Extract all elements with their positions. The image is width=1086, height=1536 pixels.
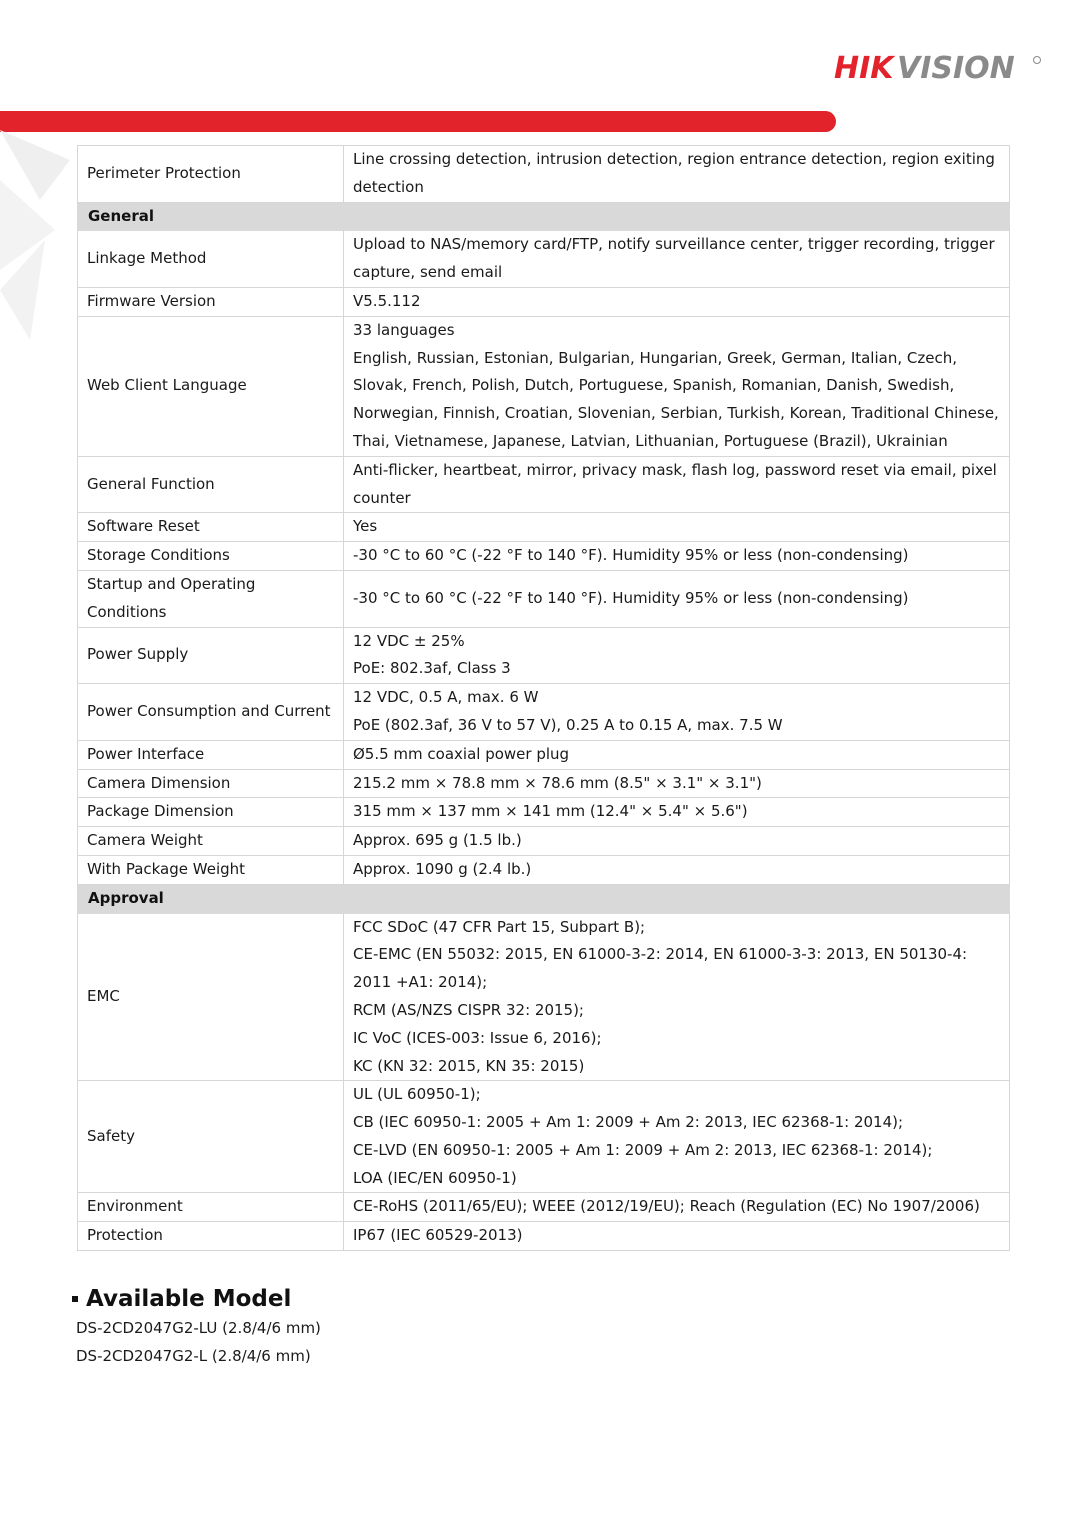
spec-value-line: CB (IEC 60950-1: 2005 + Am 1: 2009 + Am 2: 2013, IEC 62368-1: 2014); [353, 1113, 904, 1132]
spec-label: Startup and Operating Conditions [78, 570, 344, 627]
spec-label: Perimeter Protection [78, 146, 344, 203]
spec-label: Firmware Version [78, 287, 344, 316]
specification-table [77, 145, 1010, 1251]
spec-row [78, 740, 1010, 769]
spec-row [78, 513, 1010, 542]
spec-value-line: -30 °C to 60 °C (-22 °F to 140 °F). Humidity 95% or less (non-condensing) [353, 588, 909, 607]
spec-value [344, 740, 1010, 769]
spec-value-line: Approx. 1090 g (2.4 lb.) [353, 859, 532, 878]
spec-value-line: FCC SDoC (47 CFR Part 15, Subpart B); [353, 917, 646, 936]
spec-value [344, 570, 1010, 627]
section-header-row [78, 202, 1010, 231]
section-header: Approval [78, 884, 1010, 913]
spec-row [78, 627, 1010, 684]
spec-row [78, 769, 1010, 798]
svg-text:VISION: VISION [897, 51, 1015, 86]
spec-label: EMC [78, 913, 344, 1081]
spec-value-line: 12 VDC ± 25% [353, 631, 465, 650]
spec-value-line: Approx. 695 g (1.5 lb.) [353, 831, 522, 850]
spec-value-line: UL (UL 60950-1); [353, 1085, 481, 1104]
model-item: DS-2CD2047G2-L (2.8/4/6 mm) [76, 1347, 311, 1365]
spec-value-line: Ø5.5 mm coaxial power plug [353, 744, 570, 763]
spec-label: Environment [78, 1193, 344, 1222]
spec-label: Power Supply [78, 627, 344, 684]
spec-value-line: -30 °C to 60 °C (-22 °F to 140 °F). Humidity 95% or less (non-condensing) [353, 546, 909, 565]
spec-value [344, 287, 1010, 316]
header-red-band [0, 111, 836, 132]
spec-label: Camera Weight [78, 827, 344, 856]
spec-value [344, 542, 1010, 571]
spec-value-line: KC (KN 32: 2015, KN 35: 2015) [353, 1056, 585, 1075]
spec-label: Camera Dimension [78, 769, 344, 798]
spec-value-line: Line crossing detection, intrusion detection, region entrance detection, region exiting detection [353, 150, 995, 196]
spec-value [344, 855, 1010, 884]
spec-label: General Function [78, 456, 344, 513]
spec-value-line: 33 languages [353, 320, 455, 339]
spec-label: Linkage Method [78, 231, 344, 288]
spec-label: Protection [78, 1222, 344, 1251]
spec-value-line: IC VoC (ICES-003: Issue 6, 2016); [353, 1028, 602, 1047]
spec-value-line: Yes [353, 517, 378, 536]
spec-label: Power Interface [78, 740, 344, 769]
spec-value-line: 215.2 mm × 78.8 mm × 78.6 mm (8.5" × 3.1" × 3.1") [353, 773, 762, 792]
spec-value-line: 12 VDC, 0.5 A, max. 6 W [353, 688, 539, 707]
spec-value [344, 1193, 1010, 1222]
spec-row [78, 146, 1010, 203]
spec-value [344, 316, 1010, 456]
spec-value [344, 1081, 1010, 1193]
spec-value-line: CE-RoHS (2011/65/EU); WEEE (2012/19/EU); Reach (Regulation (EC) No 1907/2006) [353, 1197, 980, 1216]
spec-label: Software Reset [78, 513, 344, 542]
spec-row [78, 913, 1010, 1081]
available-model-title: Available Model [86, 1286, 292, 1312]
spec-label: Safety [78, 1081, 344, 1193]
spec-value [344, 146, 1010, 203]
spec-value [344, 456, 1010, 513]
section-header: General [78, 202, 1010, 231]
spec-value [344, 684, 1010, 741]
spec-label: Package Dimension [78, 798, 344, 827]
spec-value-line: 315 mm × 137 mm × 141 mm (12.4" × 5.4" × 5.6") [353, 802, 748, 821]
spec-row [78, 1081, 1010, 1193]
spec-value-line: Upload to NAS/memory card/FTP, notify surveillance center, trigger recording, trigger capture, send email [353, 235, 995, 282]
spec-value-line: PoE (802.3af, 36 V to 57 V), 0.25 A to 0.15 A, max. 7.5 W [353, 715, 783, 734]
spec-row [78, 456, 1010, 513]
spec-value-line: V5.5.112 [353, 291, 421, 310]
spec-value [344, 513, 1010, 542]
spec-value-line: Anti-flicker, heartbeat, mirror, privacy mask, flash log, password reset via email, pixel counter [353, 460, 997, 507]
spec-row [78, 231, 1010, 288]
spec-value-line: CE-EMC (EN 55032: 2015, EN 61000-3-2: 2014, EN 61000-3-3: 2013, EN 50130-4: 2011 +A1: 2014); [353, 945, 968, 992]
spec-label: Power Consumption and Current [78, 684, 344, 741]
spec-row [78, 798, 1010, 827]
spec-value-line: PoE: 802.3af, Class 3 [353, 659, 511, 678]
spec-row [78, 1222, 1010, 1251]
spec-value [344, 627, 1010, 684]
hikvision-logo [834, 50, 1044, 86]
spec-value-line: English, Russian, Estonian, Bulgarian, Hungarian, Greek, German, Italian, Czech, Slovak, French, Polish, Dutch, Portuguese, Spanish, Romanian, Danish, Swedish, Norwegian, Finnish, Croatian, Slovenian, Serbian, Turkish, Korean, Traditional Chinese, Thai, Vietnamese, Japanese, Latvian, Lithuanian, Portuguese (Brazil), Ukrainian [353, 348, 999, 450]
spec-value [344, 231, 1010, 288]
spec-value [344, 827, 1010, 856]
spec-value-line: RCM (AS/NZS CISPR 32: 2015); [353, 1000, 584, 1019]
spec-row [78, 684, 1010, 741]
spec-label: Web Client Language [78, 316, 344, 456]
available-model-heading [72, 1284, 672, 1314]
spec-value-line: IP67 (IEC 60529-2013) [353, 1226, 523, 1245]
bullet-icon [72, 1296, 78, 1302]
spec-row [78, 287, 1010, 316]
spec-value [344, 913, 1010, 1081]
section-header-row [78, 884, 1010, 913]
spec-value-line: CE-LVD (EN 60950-1: 2005 + Am 1: 2009 + Am 2: 2013, IEC 62368-1: 2014); [353, 1140, 933, 1159]
spec-row [78, 542, 1010, 571]
spec-row [78, 827, 1010, 856]
spec-row [78, 1193, 1010, 1222]
spec-label: Storage Conditions [78, 542, 344, 571]
spec-label: With Package Weight [78, 855, 344, 884]
spec-row [78, 855, 1010, 884]
spec-value-line: LOA (IEC/EN 60950-1) [353, 1168, 517, 1187]
spec-value [344, 798, 1010, 827]
spec-row [78, 570, 1010, 627]
svg-text:HIK: HIK [834, 51, 894, 86]
model-item: DS-2CD2047G2-LU (2.8/4/6 mm) [76, 1319, 321, 1337]
spec-value [344, 1222, 1010, 1251]
spec-value [344, 769, 1010, 798]
spec-row [78, 316, 1010, 456]
available-model-section [72, 1284, 672, 1370]
